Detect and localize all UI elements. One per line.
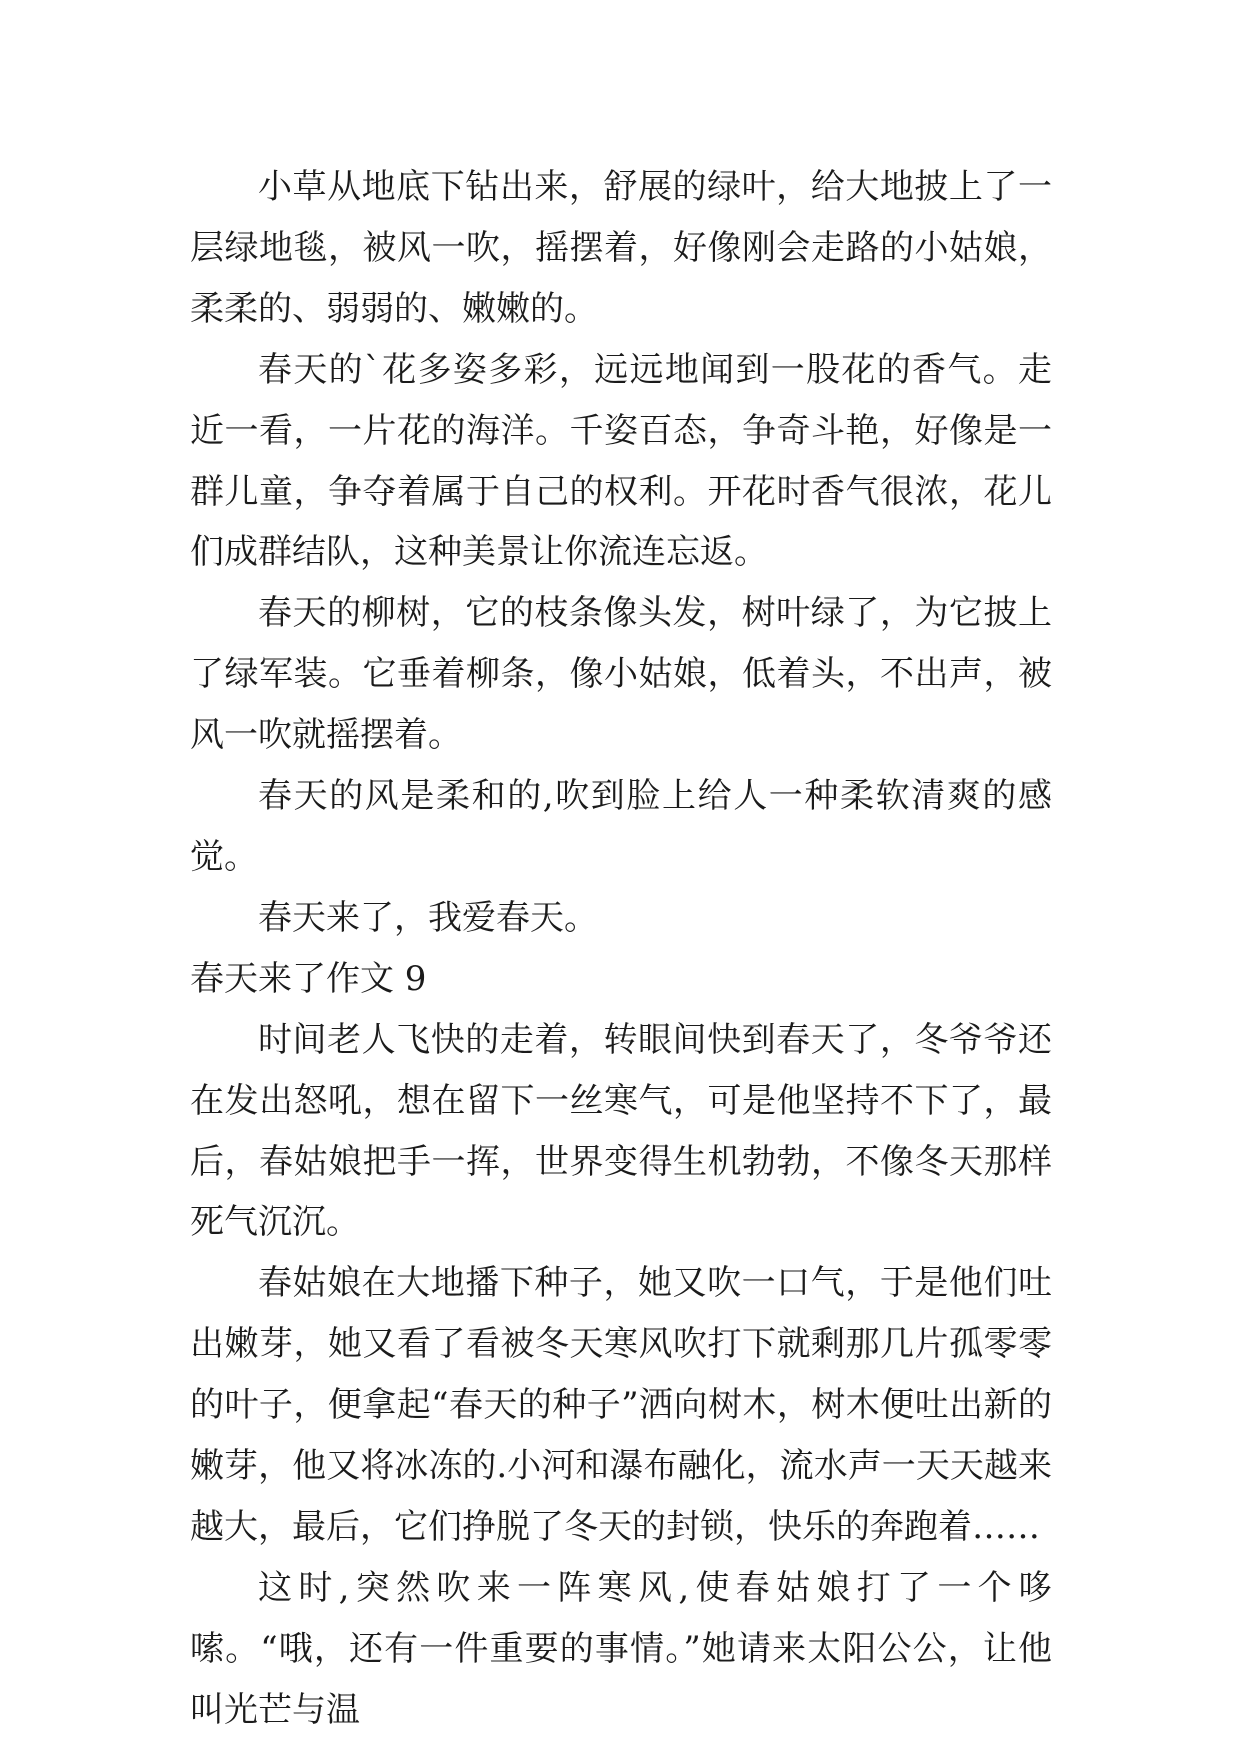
paragraph-willow: 春天的柳树，它的枝条像头发，树叶绿了，为它披上了绿军装。它垂着柳条，像小姑娘，低着头，不出声，被风一吹就摇摆着。 — [190, 593, 1052, 756]
paragraph-grass: 小草从地底下钻出来，舒展的绿叶，给大地披上了一层绿地毯，被风一吹，摇摆着，好像刚会走路的小姑娘，柔柔的、弱弱的、嫩嫩的。 — [190, 167, 1052, 329]
paragraph-wind: 春天的风是柔和的,吹到脸上给人一种柔软清爽的感觉。 — [190, 776, 1052, 877]
paragraph-cold-wind: 这时,突然吹来一阵寒风,使春姑娘打了一个哆嗦。“哦，还有一件重要的事情。”她请来太阳公公，让他叫光芒与温 — [190, 1567, 1052, 1730]
paragraph-seeds: 春姑娘在大地播下种子，她又吹一口气，于是他们吐出嫩芽，她又看了看被冬天寒风吹打下就剩那几片孤零零的叶子，便拿起“春天的种子”洒向树木，树木便吐出新的嫩芽，他又将冰冻的.小河和瀑布融化，流水声一天天越来越大，最后，它们挣脱了冬天的封锁，快乐的奔跑着…… — [190, 1263, 1052, 1547]
paragraph-time: 时间老人飞快的走着，转眼间快到春天了，冬爷爷还在发出怒吼，想在留下一丝寒气，可是他坚持不下了，最后，春姑娘把手一挥，世界变得生机勃勃，不像冬天那样死气沉沉。 — [190, 1019, 1052, 1243]
essay-title: 春天来了作文 9 — [190, 958, 427, 999]
paragraph-flowers: 春天的`花多姿多彩，远远地闻到一股花的香气。走近一看，一片花的海洋。千姿百态，争奇斗艳，好像是一群儿童，争夺着属于自己的权利。开花时香气很浓，花儿们成群结队，这种美景让你流连忘返。 — [190, 349, 1052, 573]
paragraph-love-spring: 春天来了，我爱春天。 — [258, 897, 598, 938]
document-page — [190, 157, 1052, 1741]
